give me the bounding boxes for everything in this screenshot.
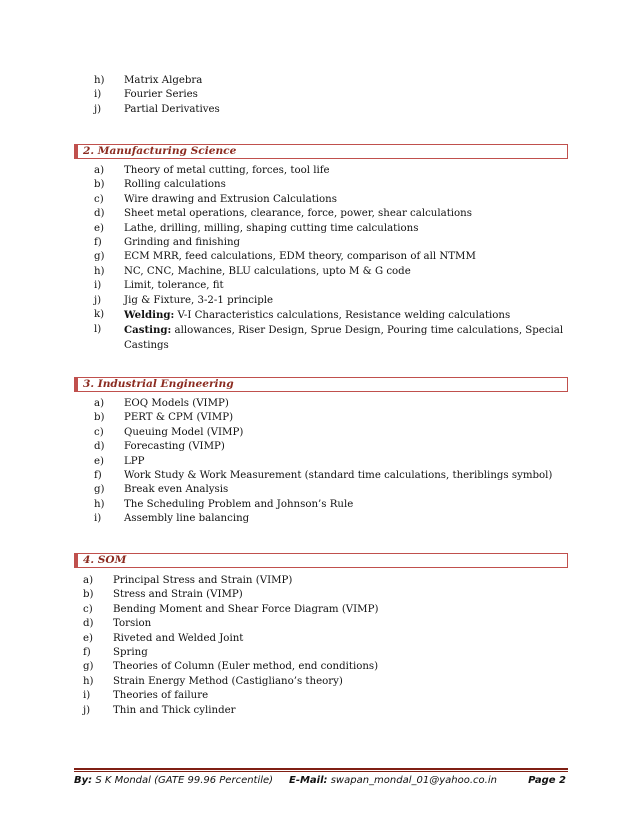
list-item-body: Thin and Thick cylinder [113,704,236,716]
list-item-body: Principal Stress and Strain (VIMP) [113,575,293,586]
section-header-industrial [74,377,568,392]
list-item-body: Queuing Model (VIMP) [124,426,244,438]
list-item-text [124,470,552,481]
list-item [83,603,568,617]
list-item [83,617,568,631]
footer-rule [74,768,568,770]
list-item-body: The Scheduling Problem and Johnson’s Rule [124,498,354,510]
list-item-text [113,661,378,672]
list-item-text [124,75,202,86]
list-item-text [124,179,226,190]
list-item-body: LPP [124,455,145,467]
list-item-text [113,604,378,615]
section-header-accent-bar [74,377,78,392]
list-item-body: Theory of metal cutting, forces, tool life [124,165,330,176]
list-item-text [113,575,292,586]
list-item-body: V-I Characteristics calculations, Resistance welding calculations [174,310,511,322]
industrial-engineering-list [94,397,568,527]
list-item [94,455,568,469]
list-marker: h) [94,498,105,510]
section-header-manufacturing [74,144,568,159]
list-item-text [113,633,243,644]
footer-author [74,775,273,786]
list-item [83,574,568,588]
section-header-accent-bar [74,553,78,568]
list-item [94,103,568,117]
list-item-text [124,412,233,423]
list-item-body: Limit, tolerance, fit [124,280,224,292]
section-title: 2. Manufacturing Science [83,145,237,157]
list-marker: f) [94,470,102,482]
list-item-body: Break even Analysis [124,484,229,496]
list-item-body: Jig & Fixture, 3-2-1 principle [124,294,274,306]
list-item-body: allowances, Riser Design, Sprue Design, Pouring time calculations, Special Castings [124,325,564,351]
list-item-body: Assembly line balancing [124,513,250,525]
list-item [94,323,568,353]
list-item-body: Theories of failure [113,690,209,702]
footer-page-number: Page 2 [528,775,566,786]
list-marker: e) [94,455,105,467]
list-marker: j) [94,294,102,306]
list-item [83,704,568,718]
list-marker: a) [83,575,94,586]
list-marker: h) [94,75,105,86]
list-item [83,646,568,660]
section-title: 3. Industrial Engineering [83,378,234,390]
list-item-text [124,251,476,262]
list-item-bold-label: Casting: [124,324,172,337]
list-marker: g) [83,661,94,673]
list-item-body: Strain Energy Method (Castigliano’s theory) [113,675,343,687]
list-item [94,397,568,411]
list-item-text [124,398,229,409]
list-marker: d) [83,618,94,630]
list-item-text [124,194,337,205]
list-item [94,265,568,279]
list-item [94,222,568,236]
list-marker: a) [94,165,105,176]
list-item [83,689,568,703]
list-item-body: Forecasting (VIMP) [124,441,225,453]
list-item [94,512,568,526]
list-item-body: Lathe, drilling, milling, shaping cutting time calculations [124,222,419,234]
list-item [94,469,568,483]
list-marker: j) [94,103,102,115]
list-marker: i) [94,513,102,525]
list-marker: f) [94,237,102,249]
list-item [94,207,568,221]
list-marker: d) [94,441,105,453]
list-item-text [113,705,236,716]
list-item [94,88,568,102]
list-marker: c) [94,193,104,205]
list-item-body: Spring [113,647,148,659]
list-item-bold-label: Welding: [124,309,175,322]
list-marker: b) [94,412,105,424]
section-header-accent-bar [74,144,78,159]
list-item-body: Bending Moment and Shear Force Diagram (VIMP) [113,603,379,615]
list-item [94,440,568,454]
list-item [94,279,568,293]
list-item-text [113,618,151,629]
list-item-text [113,589,243,600]
list-item-body: NC, CNC, Machine, BLU calculations, upto M & G code [124,265,411,277]
list-marker: h) [83,675,94,687]
list-item-body: Grinding and finishing [124,237,241,249]
list-item-text [124,310,510,321]
list-item [94,308,568,323]
list-item-text [124,104,220,115]
list-item-text [113,690,208,701]
list-item-body: Theories of Column (Euler method, end conditions) [113,661,379,673]
list-item [83,588,568,602]
list-item-text [124,441,225,452]
footer-rule [74,771,568,772]
list-item [94,498,568,512]
list-item [94,483,568,497]
list-item [83,660,568,674]
list-item-text [113,647,148,658]
list-item-text [124,295,273,306]
list-marker: j) [83,704,91,716]
list-item-text [124,208,472,219]
list-item-text [124,427,243,438]
list-item-body: Torsion [113,618,152,630]
list-item-body: PERT & CPM (VIMP) [124,412,234,424]
footer-email-label: E-Mail: [289,775,328,786]
footer-by-text: S K Mondal (GATE 99.96 Percentile) [92,775,274,786]
list-item [94,411,568,425]
list-marker: i) [94,280,102,292]
list-item-body: Fourier Series [124,89,198,101]
list-item-body: Sheet metal operations, clearance, force, power, shear calculations [124,208,472,220]
list-marker: i) [94,89,102,101]
list-marker: e) [94,222,105,234]
list-item-text [124,266,411,277]
footer-email-text: swapan_mondal_01@yahoo.co.in [327,775,497,786]
list-marker: a) [94,398,105,409]
intro-list [94,74,568,117]
list-item-text [124,513,249,524]
list-item [94,74,568,88]
list-item-text [124,456,144,467]
list-item-body: Stress and Strain (VIMP) [113,589,243,601]
list-item [83,675,568,689]
list-marker: c) [83,603,93,615]
manufacturing-list [94,164,568,353]
list-marker: l) [94,324,102,336]
list-item-text [124,89,198,100]
list-marker: b) [94,179,105,191]
list-item [94,250,568,264]
list-marker: g) [94,251,105,263]
list-item-body: Matrix Algebra [124,75,203,86]
list-item-body: Riveted and Welded Joint [113,632,244,644]
list-marker: f) [83,647,91,659]
list-item-text [124,237,240,248]
list-marker: k) [94,309,105,321]
list-item [94,178,568,192]
list-marker: i) [83,690,91,702]
list-item-text [113,676,343,687]
list-marker: e) [83,632,94,644]
footer-email [289,775,497,786]
list-item-body: ECM MRR, feed calculations, EDM theory, comparison of all NTMM [124,251,476,263]
list-item-text [124,280,224,291]
som-list [83,574,568,718]
list-item-body: Rolling calculations [124,179,226,191]
page-footer [74,775,568,791]
list-item-text [124,484,228,495]
list-marker: d) [94,208,105,220]
list-marker: g) [94,484,105,496]
list-item [94,164,568,178]
footer-by-label: By: [74,775,93,786]
list-item [94,236,568,250]
list-item-body: Wire drawing and Extrusion Calculations [124,193,337,205]
list-item-body: Partial Derivatives [124,103,220,115]
list-item-text [124,499,353,510]
section-title: 4. SOM [83,554,127,566]
list-item [94,426,568,440]
list-item-text [124,325,563,350]
list-item-text [124,165,330,176]
list-item [83,632,568,646]
list-item [94,193,568,207]
list-item-body: EOQ Models (VIMP) [124,398,229,409]
list-marker: h) [94,265,105,277]
list-item-text [124,223,418,234]
list-marker: c) [94,426,104,438]
section-header-som [74,553,568,568]
list-item [94,294,568,308]
list-item-body: Work Study & Work Measurement (standard time calculations, theriblings symbol) [124,470,553,482]
list-marker: b) [83,589,94,601]
